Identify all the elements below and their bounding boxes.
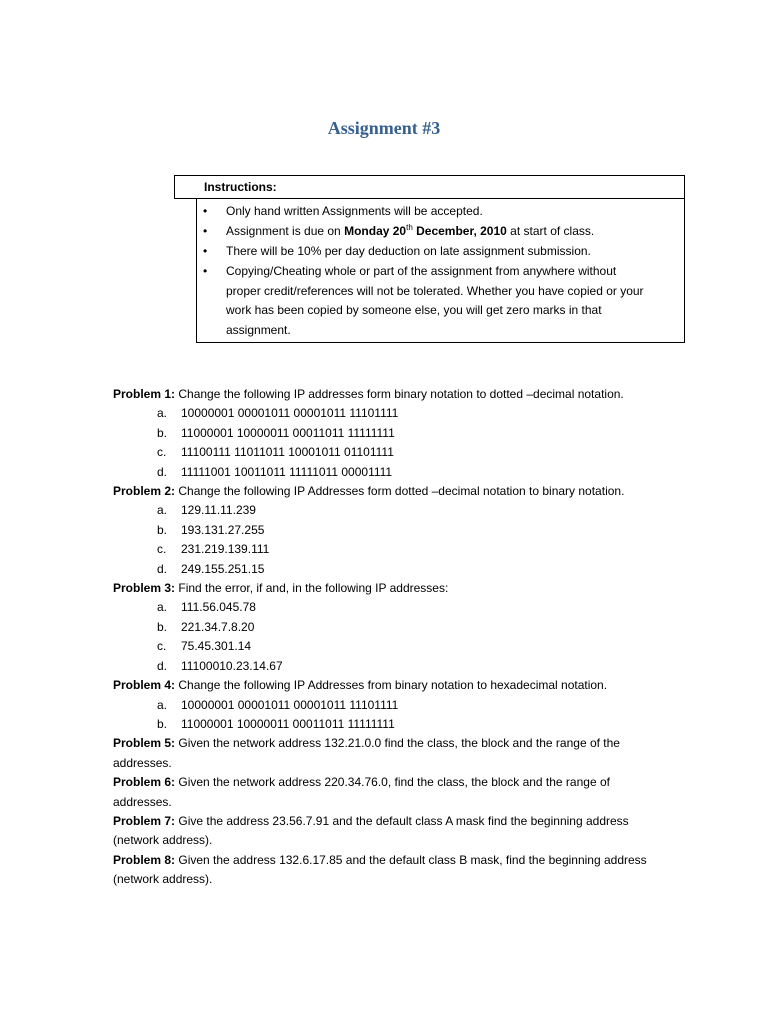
problem-5 (113, 734, 693, 753)
item-letter: c. (157, 542, 167, 557)
problem-3 (113, 579, 693, 598)
problem-continuation: (network address). (113, 833, 213, 848)
problem-4 (113, 676, 693, 695)
instruction-item (197, 262, 684, 340)
item-text: 249.155.251.15 (181, 561, 265, 576)
instruction-text: There will be 10% per day deduction on late assignment submission. (226, 244, 591, 258)
instructions-list (197, 202, 684, 341)
instruction-item (197, 202, 684, 222)
problem-text: Given the network address 220.34.76.0, find the class, the block and the range of (178, 775, 610, 790)
list-item (113, 540, 693, 559)
item-letter: d. (157, 561, 168, 576)
list-item (113, 463, 693, 482)
problem-1 (113, 385, 693, 404)
item-text: 193.131.27.255 (181, 522, 265, 537)
item-text: 10000001 00001011 00001011 11101111 (181, 406, 399, 421)
item-text: 11000001 10000011 00011011 11111111 (181, 716, 395, 731)
problem-label: Problem 8: (113, 852, 176, 867)
list-item (113, 657, 693, 676)
bullet-icon: • (203, 204, 208, 218)
problem-continuation: addresses. (113, 794, 172, 809)
list-item (113, 501, 693, 520)
instruction-item (197, 222, 684, 242)
item-text: 111.56.045.78 (181, 600, 256, 615)
problem-label: Problem 1: (113, 387, 176, 401)
item-text: 11111001 10011011 11111011 00001111 (181, 464, 393, 479)
item-letter: c. (157, 445, 167, 460)
due-date-day: Monday 20 (344, 224, 407, 238)
instructions-heading: Instructions: (174, 175, 685, 199)
page-title: Assignment #3 (327, 118, 441, 138)
bullet-icon: • (203, 264, 208, 278)
item-text: 10000001 00001011 00001011 11101111 (181, 697, 399, 712)
list-item (113, 618, 693, 637)
problem-2 (113, 482, 693, 501)
instruction-text: Assignment is due on (226, 224, 345, 238)
problem-text: Given the network address 132.21.0.0 find the class, the block and the range of the (178, 736, 620, 751)
problem-text: Given the address 132.6.17.85 and the default class B mask, find the beginning address (178, 852, 647, 867)
item-text: 11000001 10000011 00011011 11111111 (181, 425, 395, 440)
instruction-text: assignment. (226, 322, 291, 337)
due-date-ordinal: th (406, 223, 413, 232)
problem-text: Change the following IP addresses form binary notation to dotted –decimal notation. (178, 387, 624, 401)
bullet-icon: • (203, 224, 208, 238)
list-item (113, 443, 693, 462)
problem-label: Problem 4: (113, 678, 176, 693)
item-text: 129.11.11.239 (181, 503, 256, 518)
item-letter: a. (157, 406, 168, 421)
problem-text: Find the error, if and, in the following IP addresses: (178, 581, 449, 596)
item-letter: b. (157, 619, 168, 634)
problem-8 (113, 851, 693, 870)
problem-label: Problem 2: (113, 484, 176, 499)
problem-text: Change the following IP Addresses from binary notation to hexadecimal notation. (178, 678, 608, 693)
problem-6 (113, 773, 693, 792)
list-item (113, 637, 693, 656)
instruction-text: at start of class. (506, 224, 595, 238)
instruction-item (197, 242, 684, 262)
instruction-text: Copying/Cheating whole or part of the assignment from anywhere without (226, 264, 617, 278)
item-letter: d. (157, 464, 168, 479)
item-letter: b. (157, 716, 168, 731)
problem-label: Problem 3: (113, 581, 176, 596)
list-item (113, 560, 693, 579)
problem-text: Change the following IP Addresses form dotted –decimal notation to binary notation. (178, 484, 625, 499)
list-item (113, 598, 693, 617)
item-letter: c. (157, 639, 167, 654)
problems-list (113, 385, 693, 890)
item-text: 221.34.7.8.20 (181, 619, 255, 634)
item-letter: d. (157, 658, 168, 673)
list-item (113, 715, 693, 734)
problem-7 (113, 812, 693, 831)
list-item (113, 696, 693, 715)
list-item (113, 521, 693, 540)
problem-continuation: addresses. (113, 755, 172, 770)
instruction-text: Only hand written Assignments will be accepted. (226, 204, 483, 218)
problem-continuation: (network address). (113, 872, 213, 887)
problem-text: Give the address 23.56.7.91 and the default class A mask find the beginning address (178, 813, 629, 828)
list-item (113, 404, 693, 423)
instruction-text: work has been copied by someone else, you will get zero marks in that (226, 303, 602, 317)
item-text: 75.45.301.14 (181, 639, 252, 654)
item-letter: b. (157, 522, 168, 537)
problem-label: Problem 5: (113, 736, 176, 751)
problem-label: Problem 6: (113, 775, 176, 790)
instruction-text: proper credit/references will not be tolerated. Whether you have copied or your (226, 283, 644, 298)
item-text: 231.219.139.111 (181, 542, 270, 557)
item-letter: a. (157, 600, 168, 615)
due-date-month: December, 2010 (412, 224, 507, 238)
list-item (113, 424, 693, 443)
item-letter: b. (157, 425, 168, 440)
problem-label: Problem 7: (113, 813, 176, 828)
item-text: 11100111 11011011 10001011 01101111 (181, 445, 394, 460)
item-letter: a. (157, 503, 168, 518)
bullet-icon: • (203, 244, 208, 258)
instructions-box (196, 198, 685, 343)
item-letter: a. (157, 697, 168, 712)
item-text: 11100010.23.14.67 (181, 658, 283, 673)
